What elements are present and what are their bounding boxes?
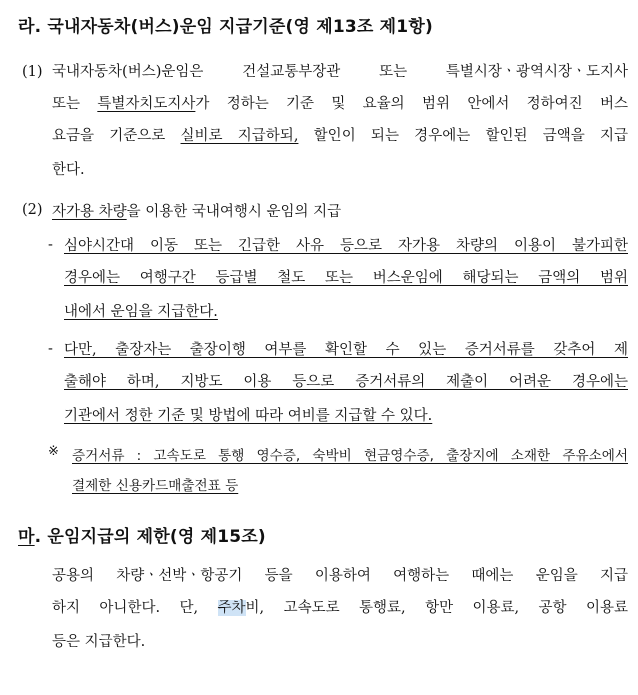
text-run: 하지 아니한다. 단, (52, 600, 218, 616)
underlined-term: 실비로 지급하되, (180, 128, 299, 144)
bullet-2-line-3: 기관에서 정한 기준 및 방법에 따라 여비를 지급할 수 있다. (64, 408, 433, 424)
text-run: 요금을 기준으로 (52, 128, 181, 144)
item-2-number: (2) (22, 202, 43, 218)
bullet-1-dash: - (48, 237, 53, 253)
bullet-1-line-3: 내에서 운임을 지급한다. (64, 304, 218, 320)
item-1-line-3 (52, 126, 628, 146)
note-line-2: 결제한 신용카드매출전표 등 (72, 478, 239, 494)
section-ma-line-1: 공용의 차량ㆍ선박ㆍ항공기 등을 이용하여 여행하는 때에는 운임을 지급 (52, 568, 628, 584)
heading-text: . 운임지급의 제한(영 제15조) (34, 527, 266, 547)
section-ra-heading: 라. 국내자동차(버스)운임 지급기준(영 제13조 제1항) (18, 17, 433, 37)
item-1-line-1: 국내자동차(버스)운임은 건설교통부장관 또는 특별시장ㆍ광역시장ㆍ도지사 (52, 64, 628, 80)
bullet-1-line-1: 심야시간대 이동 또는 긴급한 사유 등으로 자가용 차량의 이용이 불가피한 (64, 238, 628, 254)
bullet-1-line-2: 경우에는 여행구간 등급별 철도 또는 버스운임에 해당되는 금액의 범위 (64, 270, 628, 286)
underlined-term: 특별자치도지사 (97, 96, 196, 112)
text-run: 비, 고속도로 통행료, 항만 이용료, 공항 이용료 (245, 600, 628, 616)
text-run: 할인이 되는 경우에는 할인된 금액을 지급 (298, 128, 628, 144)
text-run: 을 이용한 국내여행시 운임의 지급 (126, 204, 342, 220)
heading-letter: 마 (18, 527, 35, 547)
bullet-2-line-2: 출해야 하며, 지방도 이용 등으로 증거서류의 제출이 어려운 경우에는 (64, 374, 628, 390)
text-run: 또는 (52, 96, 98, 112)
text-run: 가 정하는 기준 및 요율의 범위 안에서 정하여진 버스 (195, 96, 628, 112)
item-2-line-1 (52, 200, 341, 221)
section-ma-line-3: 등은 지급한다. (52, 634, 146, 650)
note-line-1: 증거서류 : 고속도로 통행 영수증, 숙박비 현금영수증, 출장지에 소재한 주유소에서 (72, 448, 628, 464)
note-mark: ※ (48, 444, 59, 459)
item-1-line-4: 한다. (52, 162, 85, 178)
section-ma-heading (18, 522, 266, 547)
selected-text[interactable]: 주차 (217, 600, 246, 616)
bullet-2-line-1: 다만, 출장자는 출장이행 여부를 확인할 수 있는 증거서류를 갖추어 제 (64, 342, 628, 358)
item-1-line-2 (52, 94, 628, 114)
item-1-number: (1) (22, 64, 43, 80)
section-ma-line-2 (52, 598, 628, 618)
underlined-term: 자가용 차량 (52, 204, 127, 220)
bullet-2-dash: - (48, 341, 53, 357)
